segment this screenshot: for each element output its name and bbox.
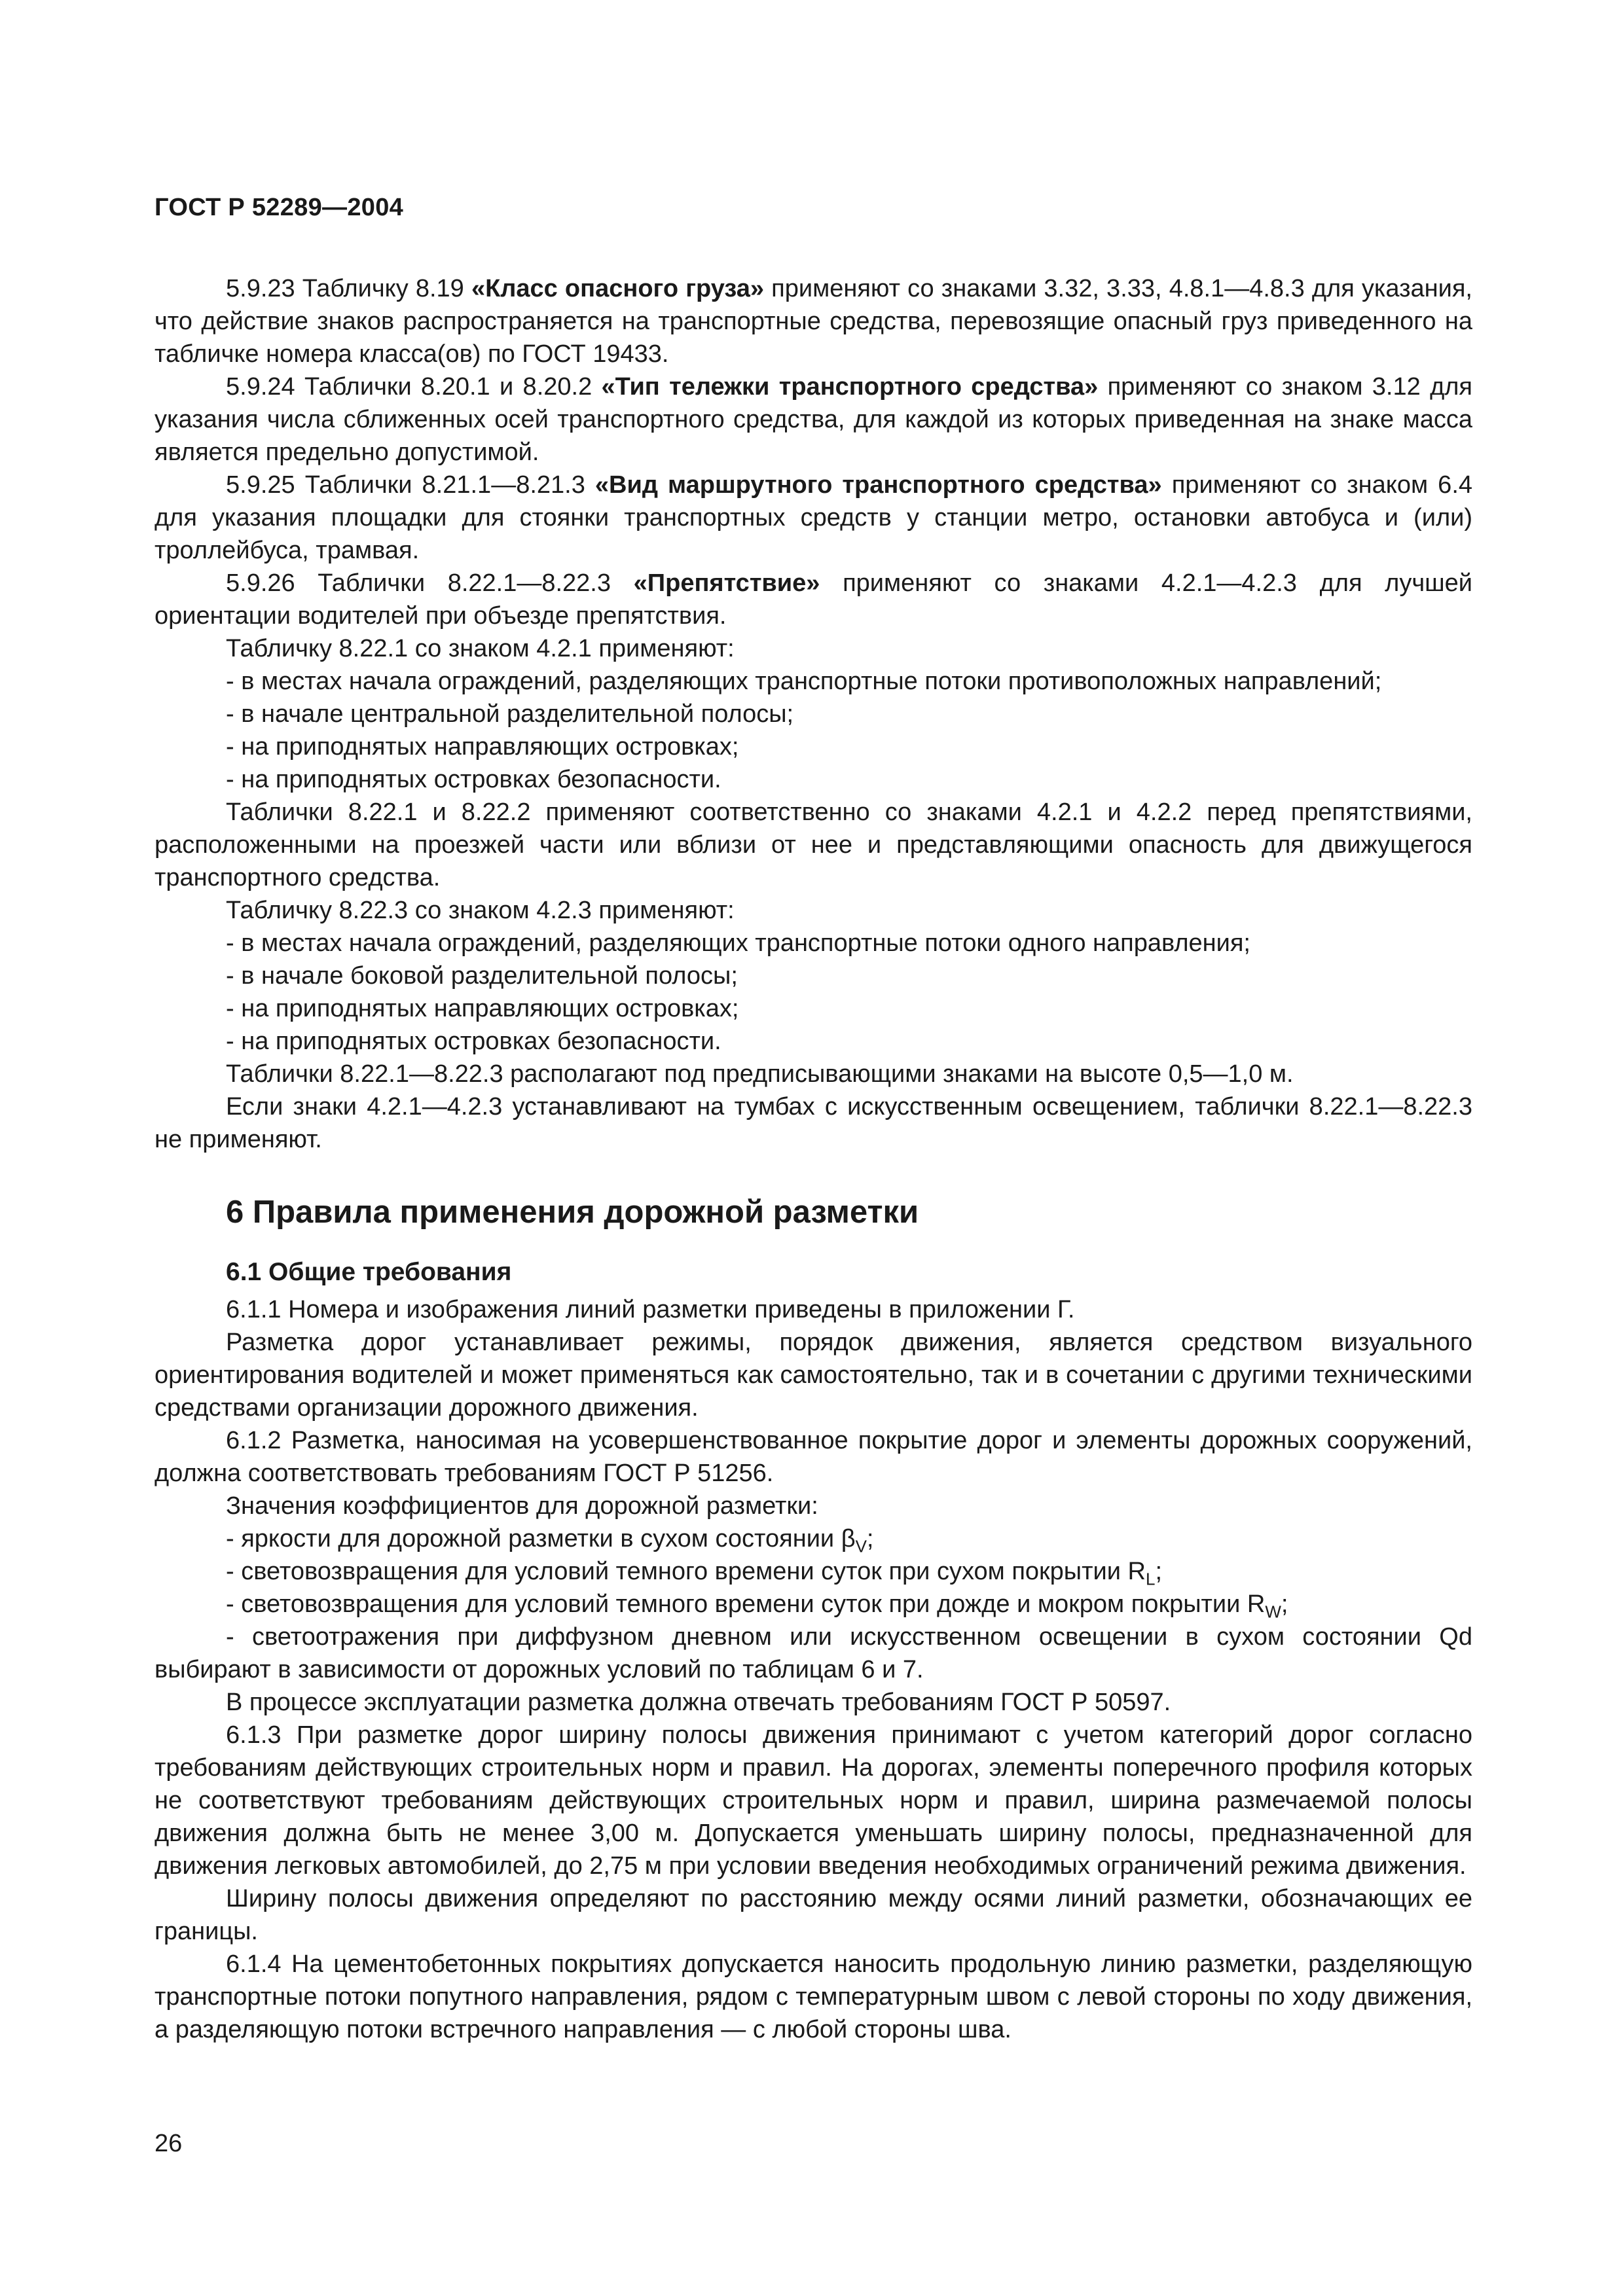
page-number: 26 (155, 2130, 183, 2157)
list-item: - в местах начала ограждений, разделяющих транспортные потоки одного направления; (226, 929, 1250, 957)
list-item: - в начале боковой разделительной полосы; (226, 962, 738, 990)
plate-title: «Тип тележки транспортного средства» (601, 373, 1099, 401)
list-item (155, 1555, 1472, 1588)
clause-number: 5.9.23 Табличку 8.19 (226, 275, 471, 302)
paragraph: Табличку 8.22.3 со знаком 4.2.3 применяют: (226, 897, 735, 924)
paragraph: Если знаки 4.2.1—4.2.3 устанавливают на тумбах с искусственным освещением, таблички 8.22.1—8.22.3 не применяют. (155, 1093, 1472, 1153)
clause-number: 5.9.24 Таблички 8.20.1 и 8.20.2 (226, 373, 602, 401)
clause-text: применяют со знаком 6.4 для указания площадки для стоянки транспортных средств у станции метро, остановки автобуса и (или) троллейбуса, трамвая. (155, 471, 1473, 564)
coef-subscript: W (1265, 1602, 1281, 1622)
plate-title: «Вид маршрутного транспортного средства» (594, 471, 1162, 499)
punctuation: ; (1281, 1590, 1288, 1618)
paragraph-6-1-2: 6.1.2 Разметка, наносимая на усовершенствованное покрытие дорог и элементы дорожных сооружений, должна соответствовать требованиям ГОСТ Р 51256. (155, 1427, 1472, 1487)
list-item: - в начале центральной разделительной полосы; (226, 700, 794, 728)
list-item: - на приподнятых островках безопасности. (226, 1028, 721, 1055)
clause-text: применяют со знаками 4.2.1—4.2.3 для лучшей ориентации водителей при объезде препятствия. (155, 569, 1472, 630)
punctuation: ; (1155, 1558, 1163, 1585)
paragraph: Ширину полосы движения определяют по расстоянию между осями линий разметки, обозначающих ее границы. (155, 1885, 1472, 1945)
paragraph: Таблички 8.22.1—8.22.3 располагают под предписывающими знаками на высоте 0,5—1,0 м. (226, 1060, 1294, 1088)
paragraph: Таблички 8.22.1 и 8.22.2 применяют соответственно со знаками 4.2.1 и 4.2.2 перед препятствиями, расположенными на проезжей части или вблизи от нее и представляющими опасность для движущегося транспортного средства. (155, 798, 1472, 891)
paragraph-5-9-26 (155, 567, 1472, 632)
paragraph-5-9-24 (155, 370, 1472, 469)
list-item: - на приподнятых направляющих островках; (226, 733, 739, 761)
coef-text: - световозвращения для условий темного времени суток при дожде и мокром покрытии R (226, 1590, 1266, 1618)
punctuation: ; (866, 1525, 874, 1552)
paragraph-6-1-3: 6.1.3 При разметке дорог ширину полосы движения принимают с учетом категорий дорог согласно требованиям действующих строительных норм и правил. На дорогах, элементы поперечного профиля которых не соответствуют требованиям действующих строительных норм и правил, ширина размечаемой полосы движения должна быть не менее 3,00 м. Допускается уменьшать ширину полосы, предназначенной для движения легковых автомобилей, до 2,75 м при условии введения необходимых ограничений режима движения. (155, 1721, 1472, 1880)
list-item: - на приподнятых направляющих островках; (226, 995, 739, 1022)
clause-number: 5.9.26 Таблички 8.22.1—8.22.3 (226, 569, 634, 597)
subsection-title: 6.1 Общие требования (226, 1258, 512, 1286)
paragraph: В процессе эксплуатации разметка должна отвечать требованиям ГОСТ Р 50597. (226, 1689, 1171, 1716)
paragraph: Табличку 8.22.1 со знаком 4.2.1 применяют: (226, 635, 735, 662)
list-item (155, 1588, 1472, 1621)
list-item-wrapped (155, 1621, 1472, 1686)
paragraph: Значения коэффициентов для дорожной разметки: (226, 1492, 818, 1520)
coef-subscript: V (855, 1536, 867, 1556)
clause-number: 5.9.25 Таблички 8.21.1—8.21.3 (226, 471, 595, 499)
coef-text: - световозвращения для условий темного времени суток при сухом покрытии R (226, 1558, 1146, 1585)
paragraph: Разметка дорог устанавливает режимы, порядок движения, является средством визуального ориентирования водителей и может применяться как самостоятельно, так и в сочетании с другими техническими средствами организации дорожного движения. (155, 1329, 1472, 1422)
section-title: 6 Правила применения дорожной разметки (226, 1194, 919, 1230)
plate-title: «Препятствие» (633, 569, 820, 597)
document-body (155, 272, 1472, 2046)
coef-subscript: L (1145, 1569, 1156, 1589)
plate-title: «Класс опасного груза» (471, 275, 765, 302)
coef-text: - яркости для дорожной разметки в сухом состоянии β (226, 1525, 856, 1552)
document-header: ГОСТ Р 52289—2004 (155, 194, 404, 221)
list-item: - в местах начала ограждений, разделяющих транспортные потоки противоположных направлений; (226, 668, 1382, 695)
paragraph-5-9-23 (155, 272, 1472, 370)
paragraph-6-1-1: 6.1.1 Номера и изображения линий разметки приведены в приложении Г. (226, 1296, 1075, 1323)
paragraph-5-9-25 (155, 469, 1472, 567)
clause-text: применяют со знаком 3.12 для указания числа сближенных осей транспортного средства, для каждой из которых приведенная на знаке масса является предельно допустимой. (155, 373, 1472, 466)
clause-text: применяют со знаками 3.32, 3.33, 4.8.1—4.8.3 для указания, что действие знаков распространяется на транспортные средства, перевозящие опасный груз приведенного на табличке номера класса(ов) по ГОСТ 19433. (155, 275, 1472, 368)
coef-text: - светоотражения при диффузном дневном или искусственном освещении в сухом состоянии Qd выбирают в зависимости от дорожных условий по таблицам 6 и 7. (155, 1623, 1472, 1683)
list-item (155, 1522, 1472, 1555)
list-item: - на приподнятых островках безопасности. (226, 766, 721, 793)
paragraph-6-1-4: 6.1.4 На цементобетонных покрытиях допускается наносить продольную линию разметки, разделяющую транспортные потоки попутного направления, рядом с температурным швом с левой стороны по ходу движения, а разделяющую потоки встречного направления — с любой стороны шва. (155, 1950, 1472, 2043)
